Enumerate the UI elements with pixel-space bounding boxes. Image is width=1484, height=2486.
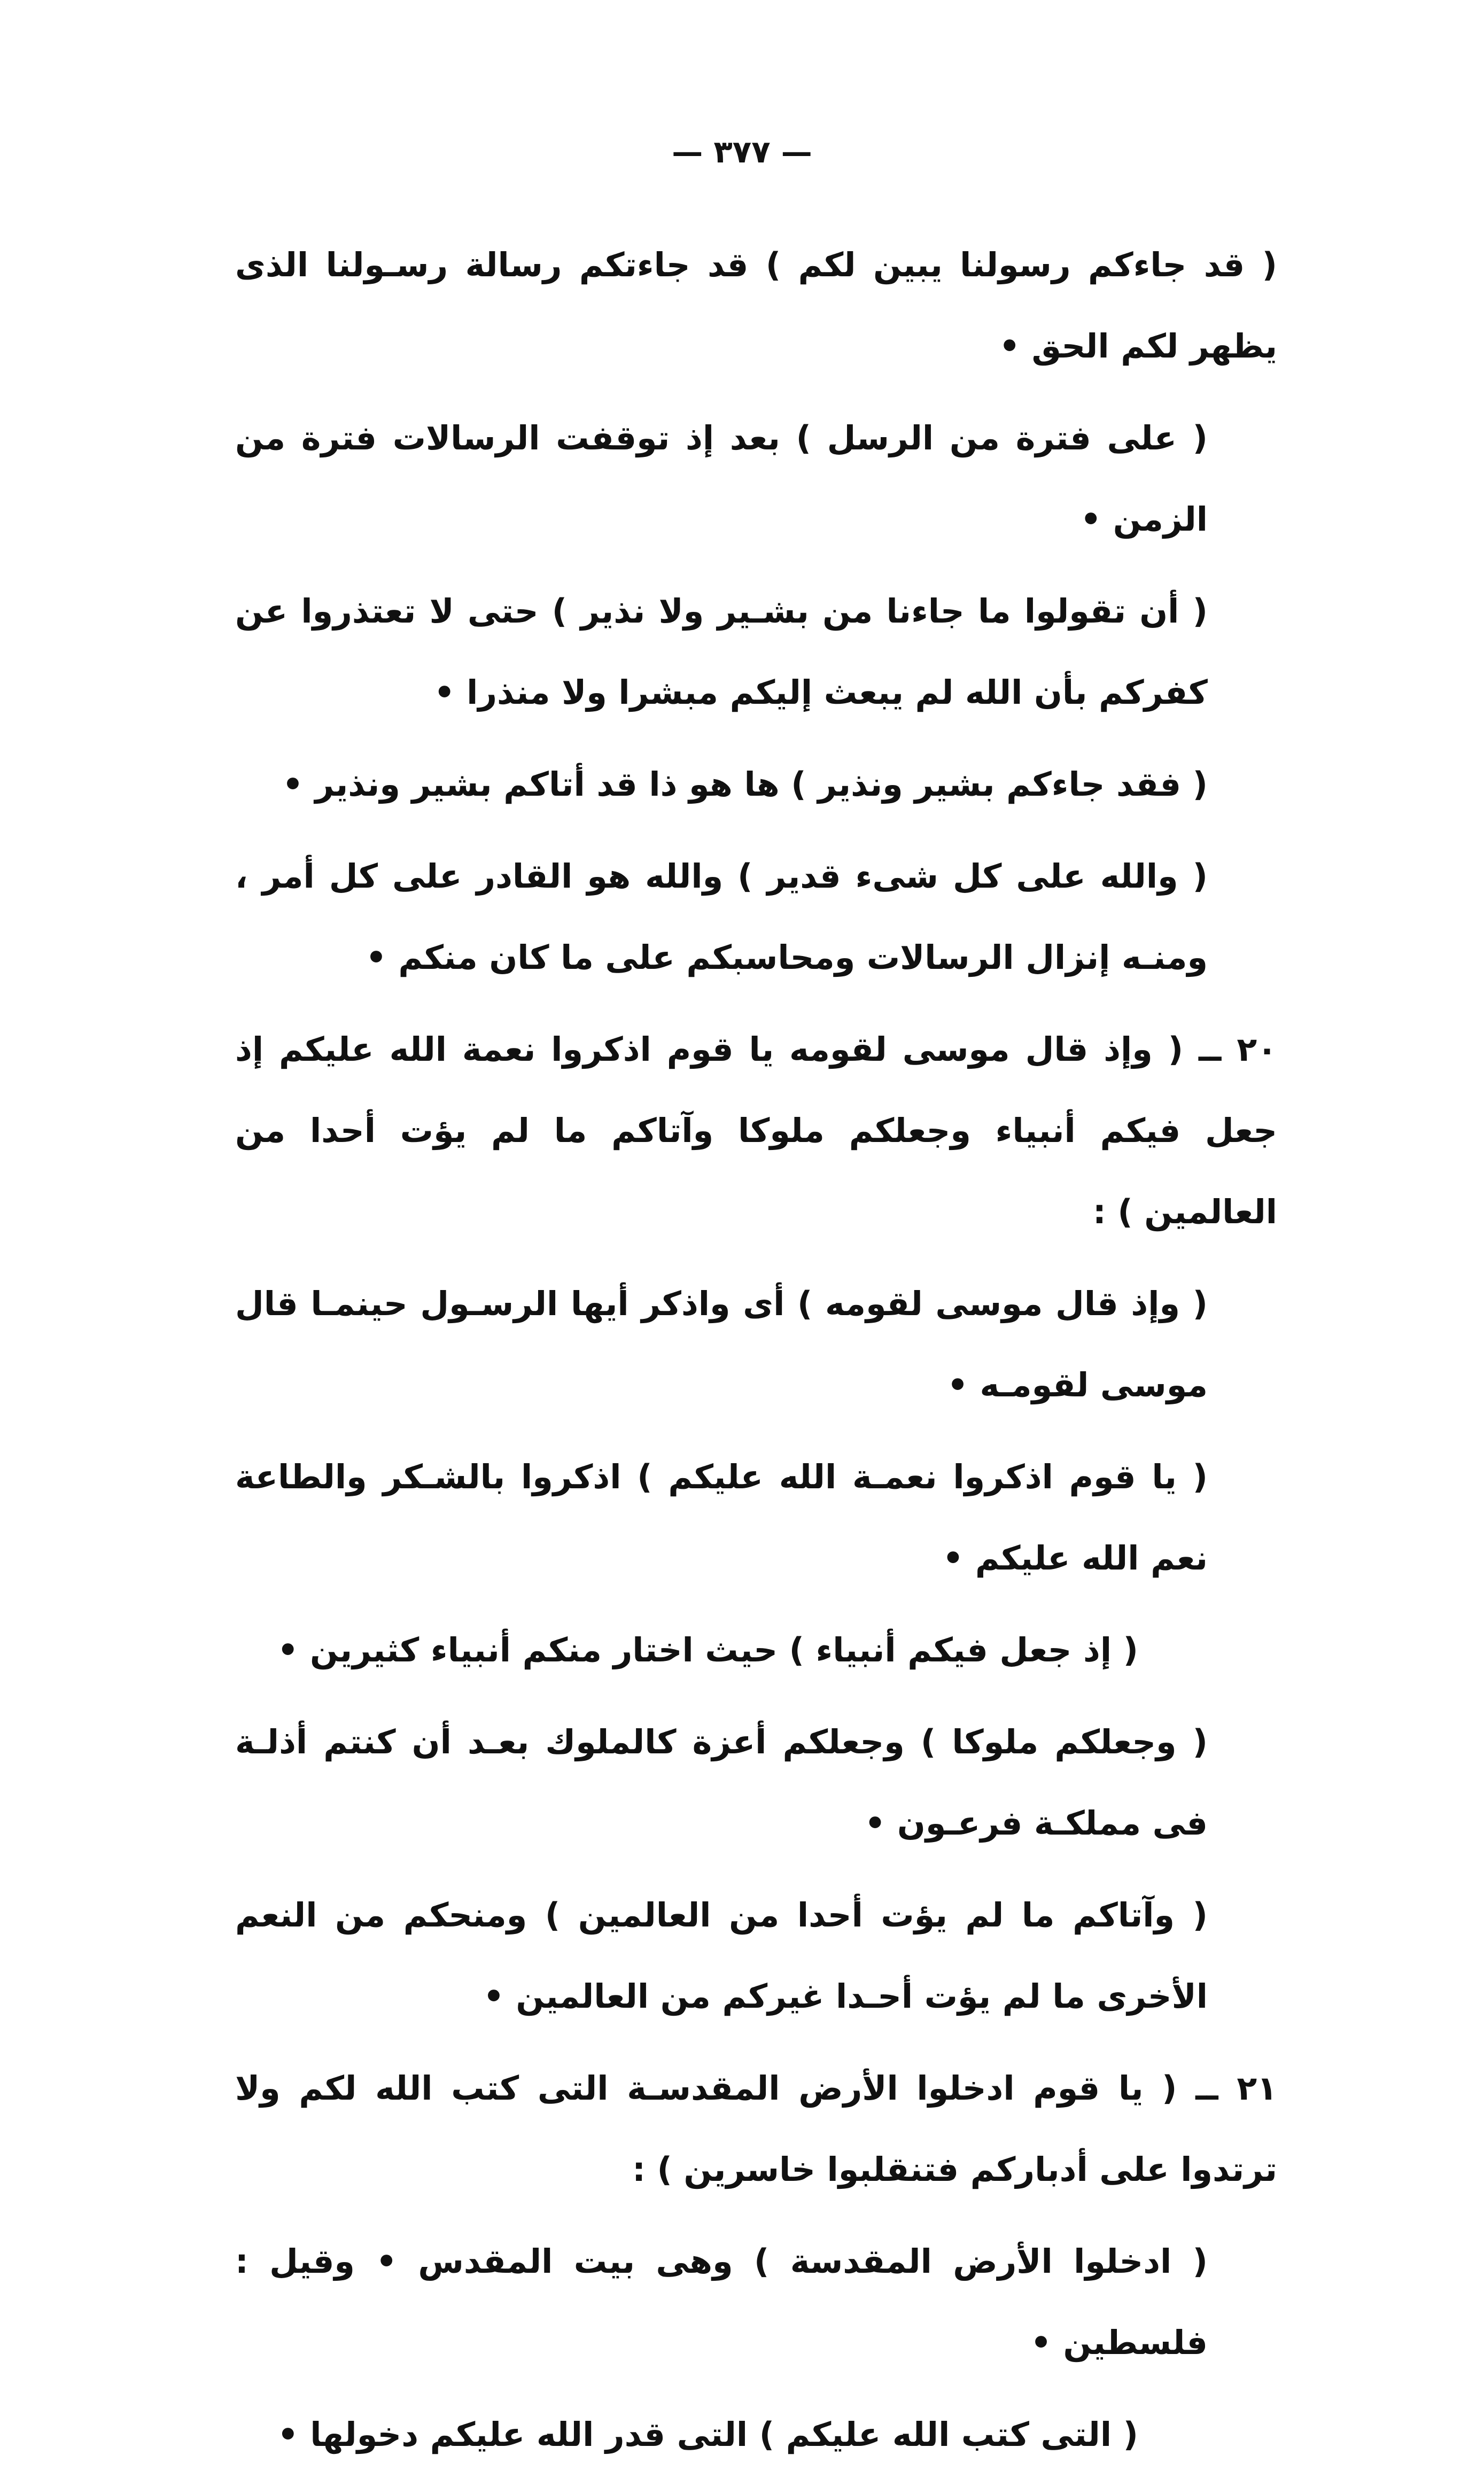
paragraph-7: ( وإذ قال موسى لقومه ) أى واذكر أيها الرسـول حينمـا قال موسى لقومـه • (235, 1284, 1208, 1404)
paragraph-8: ( يا قوم اذكروا نعمـة الله عليكم ) اذكروا بالشـكر والطاعة نعم الله عليكم • (235, 1457, 1208, 1578)
paragraph-2: ( على فترة من الرسل ) بعد إذ توقفت الرسالات فترة من الزمن • (235, 418, 1208, 539)
paragraph-12-verse-21: ٢١ ــ ( يا قوم ادخلوا الأرض المقدسـة التى كتب الله لكم ولا ترتدوا على أدباركم فتنقلبوا خاسرين ) : (235, 2069, 1277, 2189)
page-number: — ٣٧٧ — (672, 134, 812, 170)
paragraph-1: ( قد جاءكم رسولنا يبين لكم ) قد جاءتكم رسالة رسـولنا الذى يظهر لكم الحق • (235, 245, 1277, 366)
paragraph-6-verse-20: ٢٠ ــ ( وإذ قال موسى لقومه يا قوم اذكروا نعمة الله عليكم إذ جعل فيكم أنبياء وجعلكم ملوكا وآتاكم ما لم يؤت أحدا من العالمين ) : (235, 1030, 1277, 1231)
paragraph-3: ( أن تقولوا ما جاءنا من بشـير ولا نذير ) حتى لا تعتذروا عن كفركم بأن الله لم يبعث إليكم مبشرا ولا منذرا • (235, 592, 1208, 712)
paragraph-5: ( والله على كل شىء قدير ) والله هو القادر على كل أمر ، ومنـه إنزال الرسالات ومحاسبكم على ما كان منكم • (235, 857, 1208, 977)
paragraph-11: ( وآتاكم ما لم يؤت أحدا من العالمين ) ومنحكم من النعم الأخرى ما لم يؤت أحـدا غيركم من العالمين • (235, 1895, 1208, 2016)
paragraph-14: ( التى كتب الله عليكم ) التى قدر الله عليكم دخولها • (277, 2415, 1138, 2454)
paragraph-9: ( إذ جعل فيكم أنبياء ) حيث اختار منكم أنبياء كثيرين • (277, 1630, 1138, 1669)
paragraph-13: ( ادخلوا الأرض المقدسة ) وهى بيت المقدس • وقيل : فلسطين • (235, 2242, 1208, 2362)
paragraph-4: ( فقد جاءكم بشير ونذير ) ها هو ذا قد أتاكم بشير ونذير • (282, 765, 1208, 804)
text-body (235, 224, 1277, 2486)
paragraph-10: ( وجعلكم ملوكا ) وجعلكم أعزة كالملوك بعـد أن كنتم أذلـة فى مملكـة فرعـون • (235, 1722, 1208, 1843)
